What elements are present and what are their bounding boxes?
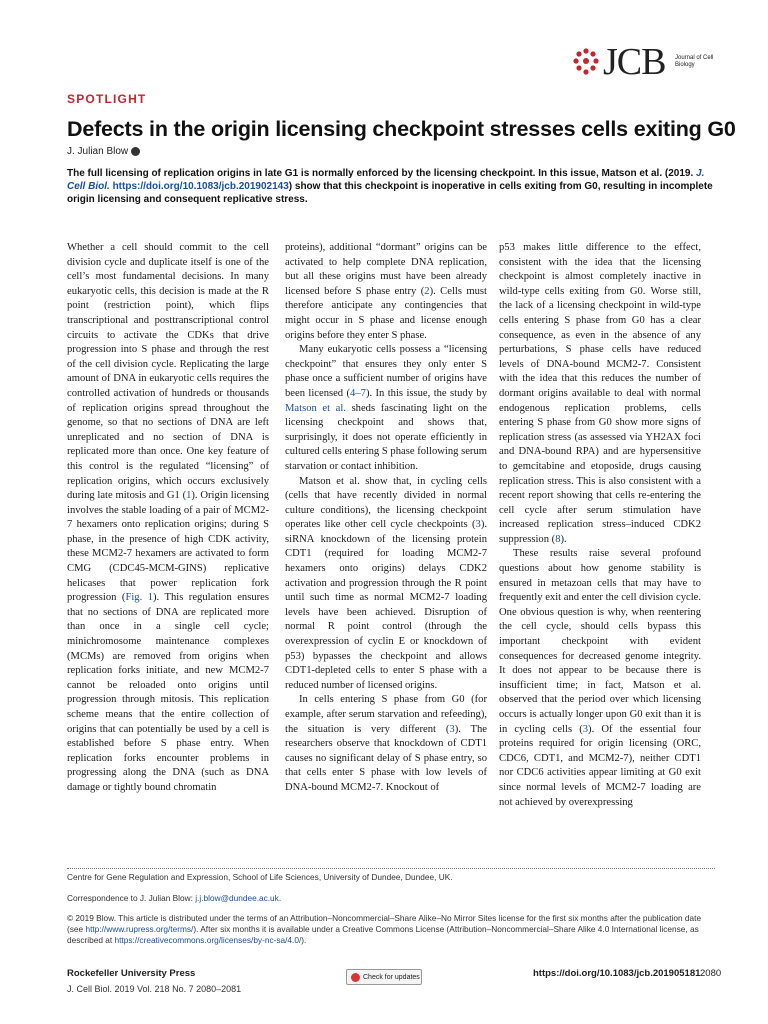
publisher-name: Rockefeller University Press: [67, 968, 196, 979]
correspondence-note: Correspondence to J. Julian Blow: j.j.blow@dundee.ac.uk.: [67, 893, 282, 903]
affiliation-note: Centre for Gene Regulation and Expression, School of Life Sciences, University of Dundee, Dundee, UK.: [67, 872, 453, 882]
email-link[interactable]: j.j.blow@dundee.ac.uk: [195, 893, 279, 903]
check-for-updates-button[interactable]: [346, 969, 422, 985]
license-note: © 2019 Blow. This article is distributed under the terms of an Attribution–Noncommercial–Share Alike–No Mirror Sites license for the first six months after the publication date (see http://www.rupress.org/terms/). After six months it is available under a Creative Commons License (Attribution–Noncommercial–Share Alike 4.0 International license, as described at https://creativecommons.org/licenses/by-nc-sa/4.0/).: [67, 913, 702, 945]
paragraph: These results raise several profound questions about how genome stability is ensured in metazoan cells that may have to frequently exit and enter the cell division cycle. One obvious question is why, when reentering the cell cycle, should cells bypass this important checkpoint with evident consequences for decreased genome integrity. It does not appear to be because there is insufficient time; in fact, Matson et al. observed that the period over which licensing occurs is actually longer upon G0 exit than it is in cycling cells (3). Of the essential four proteins required for origin licensing (ORC, CDC6, CDT1, and MCM2-7), neither CDT1 nor CDC6 activities appear limiting at G0 exit since normal levels of MCM2-7 loading are not achieved by overexpressing: [499, 548, 701, 808]
check-for-updates-label: Check for updates: [363, 973, 420, 981]
article-doi-link[interactable]: https://doi.org/10.1083/jcb.201905181: [533, 968, 701, 979]
cc-license-link[interactable]: https://creativecommons.org/licenses/by-nc-sa/4.0/: [114, 935, 302, 945]
jcb-dots-icon: [570, 46, 602, 78]
figure-link[interactable]: Fig. 1: [125, 592, 154, 604]
citation-link[interactable]: 3: [449, 723, 455, 735]
citation-link[interactable]: 1: [186, 490, 192, 502]
journal-name: Journal of Cell Biology: [675, 55, 714, 68]
author-name: J. Julian Blow: [67, 146, 129, 157]
citation-link[interactable]: Matson et al.: [285, 402, 346, 414]
citation-line: J. Cell Biol. 2019 Vol. 218 No. 7 2080–2081: [67, 984, 242, 994]
body-column-2: [285, 241, 487, 796]
section-label: SPOTLIGHT: [67, 92, 147, 106]
terms-link[interactable]: http://www.rupress.org/terms/: [85, 924, 194, 934]
author-line: [67, 146, 140, 157]
page-number: 2080: [700, 968, 722, 979]
abstract: The full licensing of replication origins in late G1 is normally enforced by the licensing checkpoint. In this issue, Matson et al. (2019. J. Cell Biol. https://doi.org/10.1083/jcb.201902143) show that this checkpoint is inoperative in cells exiting from G0, resulting in incomplete origin licensing and consequent replicative stress.: [67, 168, 713, 206]
citation-link[interactable]: 3: [475, 519, 481, 531]
abstract-doi-link[interactable]: https://doi.org/10.1083/jcb.201902143: [112, 181, 289, 193]
citation-link[interactable]: 4–7: [350, 387, 366, 399]
paragraph: In cells entering S phase from G0 (for example, after serum starvation and refeeding), the situation is very different (3). The researchers observe that knockdown of CDT1 causes no significant delay of S phase entry, so that cells enter S phase with low levels of DNA-bound MCM2-7. Knockout of: [285, 694, 487, 793]
orcid-icon[interactable]: [131, 147, 140, 156]
citation-link[interactable]: 2: [424, 285, 430, 297]
citation-link[interactable]: 8: [555, 533, 561, 545]
paragraph: Matson et al. show that, in cycling cells (cells that have recently divided in normal culture conditions), the licensing checkpoint operates like other cell cycle checkpoints (3). siRNA knockdown of the licensing protein CDT1 (required for loading MCM2-7 hexamers onto origins) delays CDK2 activation and progression through the R point until such time as normal MCM2-7 loading levels have been achieved. Disruption of normal R point control (through the overexpression of cyclin E or knockdown of p53) bypasses the checkpoint and allows CDT1-depleted cells to enter S phase with a reduced number of licensed origins.: [285, 475, 487, 691]
body-column-1: [67, 241, 269, 796]
body-column-3: [499, 241, 701, 810]
footnote-divider: [67, 868, 715, 869]
paragraph: proteins), additional “dormant” origins can be activated to help complete DNA replication, but all these origins must have been already licensed before S phase entry (2). Cells must therefore anticipate any contingencies that might occur in S phase and license enough origins before they enter S phase.: [285, 242, 487, 341]
citation-link[interactable]: 3: [582, 723, 589, 735]
journal-abbrev: J. Cell Biol.: [67, 168, 705, 193]
article-title: Defects in the origin licensing checkpoint stresses cells exiting G0: [67, 117, 736, 141]
update-badge-icon: [351, 973, 360, 982]
jcb-logo-text: JCB: [603, 41, 666, 83]
journal-logo: [570, 41, 714, 84]
paragraph: p53 makes little difference to the effect, consistent with the idea that the licensing checkpoint is almost completely inactive in wild-type cells exiting from G0. Worse still, the lack of a licensing checkpoint in wild-type cells entering S phase from G0 has a clear consequence, as even in the absence of any perturbations, S phase cells have reduced levels of DNA-bound MCM2-7. Consistent with the idea that this reduces the number of dormant origins available to deal with normal endogenous replication problems, cells entering S phase from G0 show more signs of replication stress (as assessed via YH2AX foci and DNA-bound RPA) and are hypersensitive to gemcitabine and etoposide, drugs causing replication stress. This is also consistent with a recent report showing that cells re-entering the cell cycle after serum stimulation have increased replication stress–induced CDK2 suppression (8).: [499, 242, 701, 545]
paragraph: Many eukaryotic cells possess a “licensing checkpoint” that ensures they only enter S phase once a sufficient number of origins have been licensed (4–7). In this issue, the study by Matson et al. sheds fascinating light on the licensing checkpoint and shows that, surprisingly, it does not operate efficiently in cultured cells entering S phase following serum starvation or contact inhibition.: [285, 344, 487, 472]
paragraph: Whether a cell should commit to the cell division cycle and duplicate itself is one of the cell’s most fundamental decisions. In many eukaryotic cells, this decision is made at the R point (restriction point), which flips transcriptional and posttranscriptional control circuits to activate the CDKs that drive progression into S phase and through the rest of the cell division cycle. Replicating the large amount of DNA in eukaryotic cells requires the controlled activation of hundreds or thousands of replication origins spread throughout the genome, so that no sections of DNA are left unreplicated and no section of DNA is replicated more than once. One key feature of this control is the regulated “licensing” of replication origins, which occurs exclusively during late mitosis and G1 (1). Origin licensing involves the stable loading of a pair of MCM2-7 hexamers onto replication origins; during S phase, in the presence of high CDK activity, these MCM2-7 hexamers are activated to form CMG (CDC45-MCM-GINS) replicative helicases that power replication fork progression (Fig. 1). This regulation ensures that no sections of DNA are replicated more than once in a single cell cycle; minichromosome maintenance complexes (MCMs) are removed from origins when replication forks initiate, and new MCM2-7 cannot be reloaded onto origins until progression through mitosis. This replication scheme means that the entire collection of origins that can potentially be used by a cell is established before S phase entry. When replication forks encounter problems in progressing along the DNA (such as DNA damage or tightly bound chromatin: [67, 242, 270, 793]
